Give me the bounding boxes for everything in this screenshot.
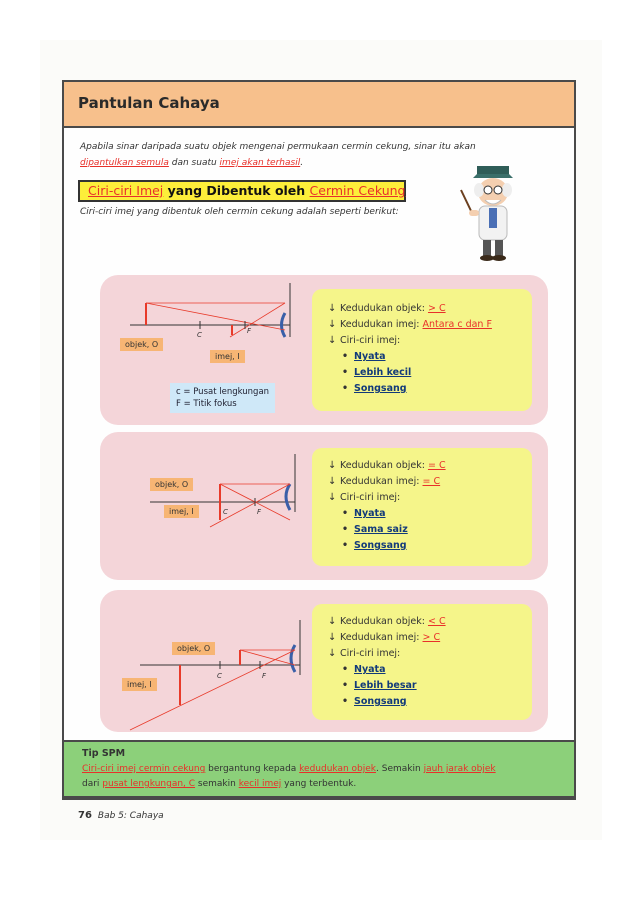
section-header <box>62 80 576 128</box>
trait-3-1: • Nyata <box>354 664 386 675</box>
f-point-label: F <box>247 327 252 335</box>
f-point-label-3: F <box>262 672 267 680</box>
case-panel-3 <box>100 590 548 732</box>
page-footer <box>78 810 164 821</box>
image-position-3: ↓ Kedudukan imej: > C <box>328 632 441 643</box>
intro-text-2: dan suatu <box>168 158 220 168</box>
trait-1-3: • Songsang <box>354 383 407 394</box>
subheading <box>78 180 406 202</box>
object-position-3: ↓ Kedudukan objek: < C <box>328 616 446 627</box>
image-position-1: ↓ Kedudukan imej: Antara c dan F <box>328 319 492 330</box>
tip-text: Ciri-ciri imej cermin cekung bergantung kepada kedudukan objek. Semakin jauh jarak objek dari pusat lengkungan, C semakin kecil imej yang terbentuk. <box>82 764 496 789</box>
image-tag-3: imej, I <box>122 678 157 691</box>
case-panel-1 <box>100 275 548 425</box>
intro-term-1: dipantulkan semula <box>80 158 169 168</box>
trait-2-1: • Nyata <box>354 508 386 519</box>
intro-paragraph <box>80 139 500 171</box>
subheading-term-1: Ciri-ciri Imej <box>88 183 164 198</box>
section-title: Pantulan Cahaya <box>78 94 220 112</box>
c-point-label: C <box>197 331 202 339</box>
image-tag-2: imej, I <box>164 505 199 518</box>
c-point-label-3: C <box>217 672 222 680</box>
subheading-term-2: Cermin Cekung <box>309 183 406 198</box>
intro-text-3: . <box>300 158 304 168</box>
trait-3-2: • Lebih besar <box>354 680 417 691</box>
info-box-1 <box>312 289 532 411</box>
object-position-1: ↓ Kedudukan objek: > C <box>328 303 446 314</box>
image-tag-1: imej, I <box>210 350 245 363</box>
object-tag-1: objek, O <box>120 338 163 351</box>
object-tag-2: objek, O <box>150 478 193 491</box>
c-point-label-2: C <box>223 508 228 516</box>
legend-f: F = Titik fokus <box>176 399 237 409</box>
ray-diagram-2 <box>100 432 310 580</box>
f-point-label-2: F <box>257 508 262 516</box>
trait-1-1: • Nyata <box>354 351 386 362</box>
trait-3-3: • Songsang <box>354 696 407 707</box>
object-position-2: ↓ Kedudukan objek: = C <box>328 460 446 471</box>
description-text: Ciri-ciri imej yang dibentuk oleh cermin cekung adalah seperti berikut: <box>80 207 399 217</box>
professor-mascot-illustration <box>455 160 525 265</box>
info-box-3 <box>312 604 532 720</box>
object-tag-3: objek, O <box>172 642 215 655</box>
traits-label-1: ↓ Ciri-ciri imej: <box>328 335 401 346</box>
case-panel-2 <box>100 432 548 580</box>
info-box-2 <box>312 448 532 566</box>
ray-diagram-3 <box>100 590 310 732</box>
legend-box <box>170 383 275 413</box>
image-position-2: ↓ Kedudukan imej: = C <box>328 476 441 487</box>
traits-label-3: ↓ Ciri-ciri imej: <box>328 648 401 659</box>
legend-c: c = Pusat lengkungan <box>176 387 270 397</box>
traits-label-2: ↓ Ciri-ciri imej: <box>328 492 401 503</box>
tip-title: Tip SPM <box>82 748 126 759</box>
page-number: 76 <box>78 810 92 821</box>
intro-text-1: Apabila sinar daripada suatu objek mengenai permukaan cermin cekung, sinar itu akan <box>80 142 476 152</box>
trait-1-2: • Lebih kecil <box>354 367 411 378</box>
intro-term-2: imej akan terhasil <box>219 158 301 168</box>
subheading-mid: yang Dibentuk oleh <box>163 183 310 198</box>
chapter-name: Bab 5: Cahaya <box>97 811 164 821</box>
tip-spm-box <box>62 740 576 798</box>
trait-2-3: • Songsang <box>354 540 407 551</box>
trait-2-2: • Sama saiz <box>354 524 408 535</box>
